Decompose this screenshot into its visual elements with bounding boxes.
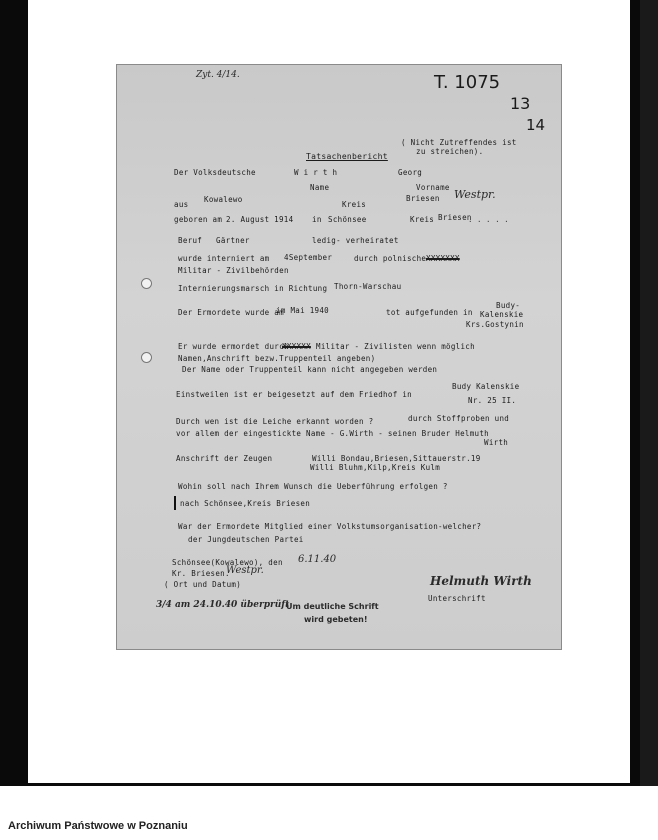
stamp-handwritten: 3/4 am 24.10.40 überprüft (156, 600, 290, 610)
status-value: ledig- verheiratet (312, 236, 399, 245)
birth-place-value: Schönsee (328, 215, 367, 224)
firstname-value: Georg (398, 168, 423, 177)
reference-topleft: Zyt. 4/14. (196, 70, 240, 80)
zeuge-1: Willi Bondau,Briesen,Sittauerstr.19 (312, 454, 481, 463)
friedhof-line1: Budy Kalenskie (452, 382, 520, 391)
label-geboren: geboren am (174, 215, 223, 224)
label-leiche: Durch wen ist die Leiche erkannt worden ? (176, 417, 374, 426)
label-einstweilen: Einstweilen ist er beigesetzt auf dem Friedhof in (176, 390, 412, 399)
label-namen-anschrift: Namen,Anschrift bezw.Truppenteil angeben) (178, 354, 376, 363)
label-kreis: Kreis (342, 200, 367, 209)
label-marsch: Internierungsmarsch in Richtung (178, 284, 328, 293)
kreis-handwritten: Westpr. (454, 188, 496, 201)
dotted-leader: . . . . . (468, 215, 509, 224)
friedhof-line2: Nr. 25 II. (468, 396, 517, 405)
label-beruf: Beruf (178, 236, 203, 245)
punch-hole-bottom (141, 352, 152, 363)
ueberfuhrung-value: nach Schönsee,Kreis Briesen (180, 499, 311, 508)
stamp-text-line1: Um deutliche Schrift (286, 602, 379, 611)
label-vorname: Vorname (416, 183, 450, 192)
document-title: Tatsachenbericht (306, 152, 388, 161)
label-durch-polnische: durch polnische (354, 254, 427, 263)
beruf-value: Gärtner (216, 236, 250, 245)
label-kreis-birth: Kreis (410, 215, 435, 224)
tot-place-line3: Krs.Gostynin (466, 320, 524, 329)
label-name: Name (310, 183, 330, 192)
tot-place-line1: Budy- (496, 301, 521, 310)
ort-datum-label: ( Ort und Datum) (164, 580, 242, 589)
surname-value: W i r t h (294, 168, 338, 177)
label-ermordete: Der Ermordete wurde am (178, 308, 284, 317)
document-sheet (116, 64, 562, 650)
struck-word-2: XXXXXX (282, 342, 311, 351)
punch-hole-top (141, 278, 152, 289)
ort-datum-hand2: Westpr. (226, 565, 264, 576)
label-tot-aufgefunden: tot aufgefunden in (386, 308, 473, 317)
ermordet-date-value: im Mai 1940 (276, 306, 329, 315)
label-ueberfuhrung: Wohin soll nach Ihrem Wunsch die Ueberführung erfolgen ? (178, 482, 448, 491)
leiche-answer: durch Stoffproben und (408, 414, 510, 423)
note-strike-line1: ( Nicht Zutreffendes ist (401, 138, 517, 147)
namen-value: Der Name oder Truppenteil kann nicht angegeben werden (182, 365, 438, 374)
label-volksdeutsche: Der Volksdeutsche (174, 168, 256, 177)
struck-word: XXXXXXX (426, 254, 460, 263)
reference-page: 14 (526, 116, 546, 134)
reference-corner: 13 (510, 94, 531, 113)
place-value: Kowalewo (204, 195, 243, 204)
label-militar: Militar - Zivilbehörden (178, 266, 289, 275)
interniert-date-value: 4September (284, 253, 333, 262)
ort-datum-line2: Kr. Briesen. (172, 569, 230, 578)
label-zeugen: Anschrift der Zeugen (176, 454, 273, 463)
marsch-value: Thorn-Warschau (334, 282, 402, 291)
birth-date-value: 2. August 1914 (226, 215, 294, 224)
stamp-text-line2: wird gebeten! (304, 615, 368, 624)
note-strike-line2: zu streichen). (416, 147, 484, 156)
label-in: in (312, 215, 322, 224)
birth-kreis-value: Briesen (438, 213, 472, 222)
kreis-value: Briesen (406, 194, 440, 203)
label-aus: aus (174, 200, 189, 209)
archive-name: Archiwum Państwowe w Poznaniu (8, 820, 188, 832)
ort-datum-line: Schönsee(Kowalewo), den (172, 558, 283, 567)
label-ermordet-durch: Er wurde ermordet durch (178, 342, 289, 351)
bracket-mark (174, 496, 176, 510)
reference-number: T. 1075 (434, 72, 501, 93)
film-edge (640, 0, 658, 786)
label-mitglied: War der Ermordete Mitglied einer Volkstumsorganisation-welcher? (178, 522, 482, 531)
label-unterschrift: Unterschrift (428, 594, 486, 603)
mitglied-value: der Jungdeutschen Partei (188, 535, 304, 544)
leiche-wirth: Wirth (484, 438, 509, 447)
zeuge-2: Willi Bluhm,Kilp,Kreis Kulm (310, 463, 441, 472)
leiche-line2: vor allem der eingestickte Name - G.Wirth - seinen Bruder Helmuth (176, 429, 489, 438)
label-interniert: wurde interniert am (178, 254, 270, 263)
signature: Helmuth Wirth (430, 574, 532, 588)
ort-datum-date: 6.11.40 (298, 554, 337, 565)
ermordet-durch-tail: Militar - Zivilisten wenn möglich (316, 342, 475, 351)
tot-place-line2: Kalenskie (480, 310, 524, 319)
